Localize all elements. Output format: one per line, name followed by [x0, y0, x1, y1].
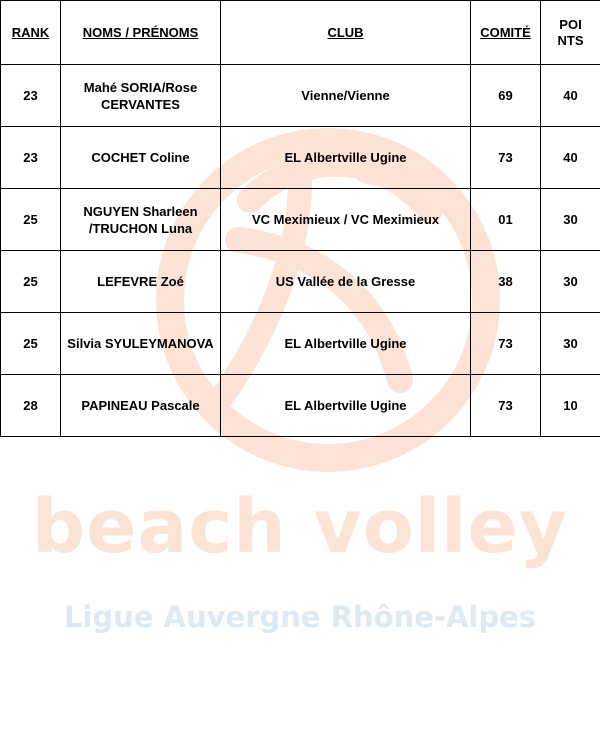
table-row — [1, 251, 600, 313]
cell-club: EL Albertville Ugine — [221, 127, 471, 189]
cell-points: 30 — [541, 251, 600, 313]
cell-comite: 73 — [471, 313, 541, 375]
cell-club: VC Meximieux / VC Meximieux — [221, 189, 471, 251]
table-row — [1, 127, 600, 189]
cell-name: NGUYEN Sharleen /TRUCHON Luna — [61, 189, 221, 251]
cell-rank: 23 — [1, 127, 61, 189]
cell-name: LEFEVRE Zoé — [61, 251, 221, 313]
cell-rank: 25 — [1, 251, 61, 313]
cell-comite: 73 — [471, 127, 541, 189]
cell-comite: 69 — [471, 65, 541, 127]
cell-points: 10 — [541, 375, 600, 437]
header-comite: COMITÉ — [471, 1, 541, 65]
cell-comite: 73 — [471, 375, 541, 437]
cell-name: PAPINEAU Pascale — [61, 375, 221, 437]
header-points-label: POINTS — [556, 17, 586, 49]
header-row — [1, 1, 600, 65]
cell-club: Vienne/Vienne — [221, 65, 471, 127]
cell-rank: 25 — [1, 189, 61, 251]
table-row — [1, 375, 600, 437]
cell-comite: 38 — [471, 251, 541, 313]
header-points — [541, 1, 600, 65]
cell-rank: 28 — [1, 375, 61, 437]
cell-club: US Vallée de la Gresse — [221, 251, 471, 313]
cell-name: Silvia SYULEYMANOVA — [61, 313, 221, 375]
table-row — [1, 313, 600, 375]
cell-name: COCHET Coline — [61, 127, 221, 189]
watermark-subtitle: Ligue Auvergne Rhône-Alpes — [0, 600, 600, 634]
cell-club: EL Albertville Ugine — [221, 375, 471, 437]
cell-club: EL Albertville Ugine — [221, 313, 471, 375]
cell-points: 30 — [541, 313, 600, 375]
table-row — [1, 65, 600, 127]
header-club: CLUB — [221, 1, 471, 65]
cell-comite: 01 — [471, 189, 541, 251]
header-name: NOMS / PRÉNOMS — [61, 1, 221, 65]
watermark-title: beach volley — [0, 484, 600, 570]
cell-points: 30 — [541, 189, 600, 251]
table-row — [1, 189, 600, 251]
cell-points: 40 — [541, 65, 600, 127]
cell-name: Mahé SORIA/Rose CERVANTES — [61, 65, 221, 127]
cell-rank: 23 — [1, 65, 61, 127]
cell-points: 40 — [541, 127, 600, 189]
cell-rank: 25 — [1, 313, 61, 375]
header-rank: RANK — [1, 1, 61, 65]
